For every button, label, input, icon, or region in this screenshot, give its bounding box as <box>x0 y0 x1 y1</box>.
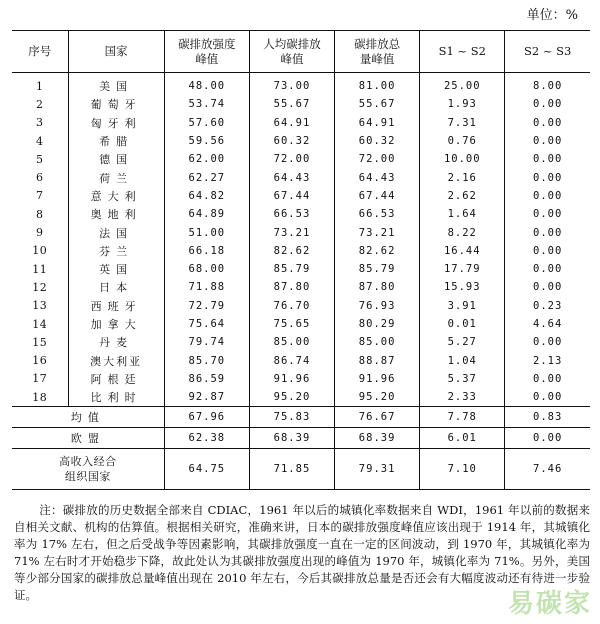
row-no: 6 <box>36 171 44 185</box>
row-value-v5: 0.00 <box>505 150 590 168</box>
row-value-v4: 2.33 <box>420 388 505 407</box>
row-value-v5: 2.13 <box>505 351 590 369</box>
high-income-label: 高收入经合 组织国家 <box>12 449 164 490</box>
high-income-value-v4: 7.10 <box>420 449 505 490</box>
row-value-v5: 0.23 <box>505 297 590 315</box>
row-value-v3: 76.93 <box>335 297 420 315</box>
table-note: 注：碳排放的历史数据全部来自 CDIAC，1961 年以后的城镇化率数据来自 WDI，1961 年以前的数据来自相关文献、机构的估算值。根据相关研究，准确来讲，日本的碳排放强度峰值应该出现于 1914 年，其城镇化率为 17% 左右，但之后受战争等因素影响，其碳排放强度一直在一定的区间波动，到 1970 年，其城镇化率为 71% 左右时才开始稳步下降，故此处认为其碳排放强度出现的峰值为 1970 年，城镇化率为 71%。另外，美国等少部分国家的碳排放总量峰值出现在 2010 年左右，今后其碳排放总量是否还会有大幅度波动还有待进一步验证。 <box>14 503 590 602</box>
table-row <box>12 278 590 296</box>
row-value-v3: 66.53 <box>335 205 420 223</box>
table-row <box>12 333 590 351</box>
summary-value-v3: 68.39 <box>335 428 420 449</box>
row-value-v5: 0.00 <box>505 205 590 223</box>
header-per-capita-peak: 人均碳排放 峰值 <box>249 31 334 73</box>
high-income-row <box>12 449 590 490</box>
row-country: 美国 <box>68 73 164 96</box>
table-row <box>12 114 590 132</box>
summary-value-v2: 68.39 <box>249 428 334 449</box>
row-value-v5: 0.00 <box>505 278 590 296</box>
row-value-v4: 0.76 <box>420 132 505 150</box>
table-row <box>12 205 590 223</box>
row-value-v3: 55.67 <box>335 95 420 113</box>
row-value-v1: 59.56 <box>164 132 249 150</box>
watermark-logo: 易碳家 <box>507 589 592 619</box>
row-value-v1: 66.18 <box>164 242 249 260</box>
row-value-v4: 5.27 <box>420 333 505 351</box>
row-country: 澳大利亚 <box>68 351 164 369</box>
row-value-v2: 73.00 <box>249 73 334 96</box>
row-value-v4: 16.44 <box>420 242 505 260</box>
row-value-v1: 68.00 <box>164 260 249 278</box>
table-row <box>12 242 590 260</box>
row-no: 3 <box>36 116 44 130</box>
header-intensity-peak: 碳排放强度 峰值 <box>164 31 249 73</box>
row-value-v5: 0.00 <box>505 242 590 260</box>
row-value-v2: 95.20 <box>249 388 334 407</box>
row-value-v4: 7.31 <box>420 114 505 132</box>
row-value-v2: 60.32 <box>249 132 334 150</box>
summary-label: 欧盟 <box>12 428 164 449</box>
row-value-v1: 92.87 <box>164 388 249 407</box>
row-value-v3: 91.96 <box>335 370 420 388</box>
row-value-v3: 60.32 <box>335 132 420 150</box>
header-total-peak: 碳排放总 量峰值 <box>335 31 420 73</box>
row-value-v1: 72.79 <box>164 297 249 315</box>
row-value-v5: 0.00 <box>505 333 590 351</box>
row-country: 希腊 <box>68 132 164 150</box>
summary-value-v5: 0.00 <box>505 428 590 449</box>
row-value-v4: 0.01 <box>420 315 505 333</box>
row-no: 1 <box>36 79 44 93</box>
row-value-v1: 51.00 <box>164 223 249 241</box>
row-value-v4: 17.79 <box>420 260 505 278</box>
table-row <box>12 150 590 168</box>
table-row <box>12 73 590 96</box>
row-value-v1: 53.74 <box>164 95 249 113</box>
row-value-v2: 76.70 <box>249 297 334 315</box>
row-value-v3: 85.00 <box>335 333 420 351</box>
row-value-v2: 91.96 <box>249 370 334 388</box>
row-value-v4: 1.04 <box>420 351 505 369</box>
row-value-v2: 85.79 <box>249 260 334 278</box>
summary-value-v1: 62.38 <box>164 428 249 449</box>
peak-urbanization-table <box>12 30 590 490</box>
table-row <box>12 168 590 186</box>
row-country: 芬兰 <box>68 242 164 260</box>
row-value-v3: 82.62 <box>335 242 420 260</box>
row-value-v1: 62.00 <box>164 150 249 168</box>
row-no: 15 <box>32 335 48 349</box>
row-value-v1: 71.88 <box>164 278 249 296</box>
row-value-v5: 0.00 <box>505 168 590 186</box>
high-income-value-v1: 64.75 <box>164 449 249 490</box>
row-value-v1: 57.60 <box>164 114 249 132</box>
row-value-v2: 64.43 <box>249 168 334 186</box>
table-row <box>12 260 590 278</box>
row-value-v2: 55.67 <box>249 95 334 113</box>
row-country: 法国 <box>68 223 164 241</box>
header-s1-s2: S1 ~ S2 <box>420 31 505 73</box>
row-value-v1: 79.74 <box>164 333 249 351</box>
table-row <box>12 388 590 407</box>
row-value-v2: 67.44 <box>249 187 334 205</box>
summary-row <box>12 407 590 428</box>
row-value-v2: 86.74 <box>249 351 334 369</box>
unit-label: 单位：% <box>526 8 578 23</box>
row-value-v1: 86.59 <box>164 370 249 388</box>
row-value-v3: 80.29 <box>335 315 420 333</box>
table-row <box>12 370 590 388</box>
row-value-v5: 0.00 <box>505 223 590 241</box>
row-value-v1: 75.64 <box>164 315 249 333</box>
row-no: 11 <box>32 262 48 276</box>
row-value-v3: 67.44 <box>335 187 420 205</box>
table-row <box>12 187 590 205</box>
row-value-v1: 64.82 <box>164 187 249 205</box>
row-value-v4: 15.93 <box>420 278 505 296</box>
row-value-v3: 72.00 <box>335 150 420 168</box>
row-value-v4: 1.93 <box>420 95 505 113</box>
row-country: 西班牙 <box>68 297 164 315</box>
row-country: 奥地利 <box>68 205 164 223</box>
row-value-v1: 62.27 <box>164 168 249 186</box>
row-value-v3: 88.87 <box>335 351 420 369</box>
row-value-v5: 0.00 <box>505 95 590 113</box>
row-no: 2 <box>36 97 44 111</box>
row-value-v3: 87.80 <box>335 278 420 296</box>
table-row <box>12 297 590 315</box>
row-value-v3: 95.20 <box>335 388 420 407</box>
row-no: 13 <box>32 299 48 313</box>
row-value-v4: 25.00 <box>420 73 505 96</box>
row-value-v1: 85.70 <box>164 351 249 369</box>
summary-row <box>12 428 590 449</box>
row-no: 5 <box>36 152 44 166</box>
header-country: 国家 <box>68 31 164 73</box>
row-value-v1: 48.00 <box>164 73 249 96</box>
row-country: 阿根廷 <box>68 370 164 388</box>
row-country: 匈牙利 <box>68 114 164 132</box>
row-value-v3: 81.00 <box>335 73 420 96</box>
row-country: 日本 <box>68 278 164 296</box>
row-no: 17 <box>32 372 48 386</box>
row-value-v5: 0.00 <box>505 187 590 205</box>
row-no: 10 <box>32 244 48 258</box>
summary-value-v4: 6.01 <box>420 428 505 449</box>
table-header-row <box>12 31 590 73</box>
row-value-v5: 0.00 <box>505 114 590 132</box>
summary-value-v5: 0.83 <box>505 407 590 428</box>
row-value-v2: 66.53 <box>249 205 334 223</box>
table-row <box>12 95 590 113</box>
row-value-v5: 0.00 <box>505 370 590 388</box>
summary-value-v1: 67.96 <box>164 407 249 428</box>
row-value-v2: 82.62 <box>249 242 334 260</box>
row-value-v3: 85.79 <box>335 260 420 278</box>
summary-label: 均值 <box>12 407 164 428</box>
row-no: 16 <box>32 354 48 368</box>
row-value-v4: 3.91 <box>420 297 505 315</box>
row-value-v5: 0.00 <box>505 132 590 150</box>
row-value-v2: 87.80 <box>249 278 334 296</box>
row-country: 德国 <box>68 150 164 168</box>
row-value-v3: 73.21 <box>335 223 420 241</box>
row-no: 12 <box>32 280 48 294</box>
row-country: 英国 <box>68 260 164 278</box>
row-value-v3: 64.43 <box>335 168 420 186</box>
row-value-v4: 5.37 <box>420 370 505 388</box>
header-s2-s3: S2 ~ S3 <box>505 31 590 73</box>
row-value-v3: 64.91 <box>335 114 420 132</box>
high-income-value-v3: 79.31 <box>335 449 420 490</box>
row-value-v4: 8.22 <box>420 223 505 241</box>
row-value-v2: 75.65 <box>249 315 334 333</box>
row-no: 14 <box>32 317 48 331</box>
row-value-v4: 10.00 <box>420 150 505 168</box>
high-income-value-v5: 7.46 <box>505 449 590 490</box>
summary-value-v3: 76.67 <box>335 407 420 428</box>
summary-value-v4: 7.78 <box>420 407 505 428</box>
row-no: 8 <box>36 207 44 221</box>
row-value-v4: 2.62 <box>420 187 505 205</box>
table-row <box>12 132 590 150</box>
row-value-v2: 64.91 <box>249 114 334 132</box>
row-value-v4: 1.64 <box>420 205 505 223</box>
row-value-v2: 72.00 <box>249 150 334 168</box>
row-country: 荷兰 <box>68 168 164 186</box>
row-value-v4: 2.16 <box>420 168 505 186</box>
row-value-v5: 0.00 <box>505 388 590 407</box>
row-value-v5: 4.64 <box>505 315 590 333</box>
row-country: 丹麦 <box>68 333 164 351</box>
header-no: 序号 <box>12 31 68 73</box>
row-value-v5: 0.00 <box>505 260 590 278</box>
row-country: 葡萄牙 <box>68 95 164 113</box>
row-value-v5: 8.00 <box>505 73 590 96</box>
row-country: 意大利 <box>68 187 164 205</box>
summary-value-v2: 75.83 <box>249 407 334 428</box>
row-country: 比利时 <box>68 388 164 407</box>
row-value-v2: 85.00 <box>249 333 334 351</box>
row-no: 18 <box>32 390 48 404</box>
row-no: 7 <box>36 189 44 203</box>
table-row <box>12 351 590 369</box>
row-no: 4 <box>36 134 44 148</box>
row-value-v1: 64.89 <box>164 205 249 223</box>
table-row <box>12 315 590 333</box>
row-country: 加拿大 <box>68 315 164 333</box>
table-row <box>12 223 590 241</box>
high-income-value-v2: 71.85 <box>249 449 334 490</box>
row-no: 9 <box>36 226 44 240</box>
row-value-v2: 73.21 <box>249 223 334 241</box>
